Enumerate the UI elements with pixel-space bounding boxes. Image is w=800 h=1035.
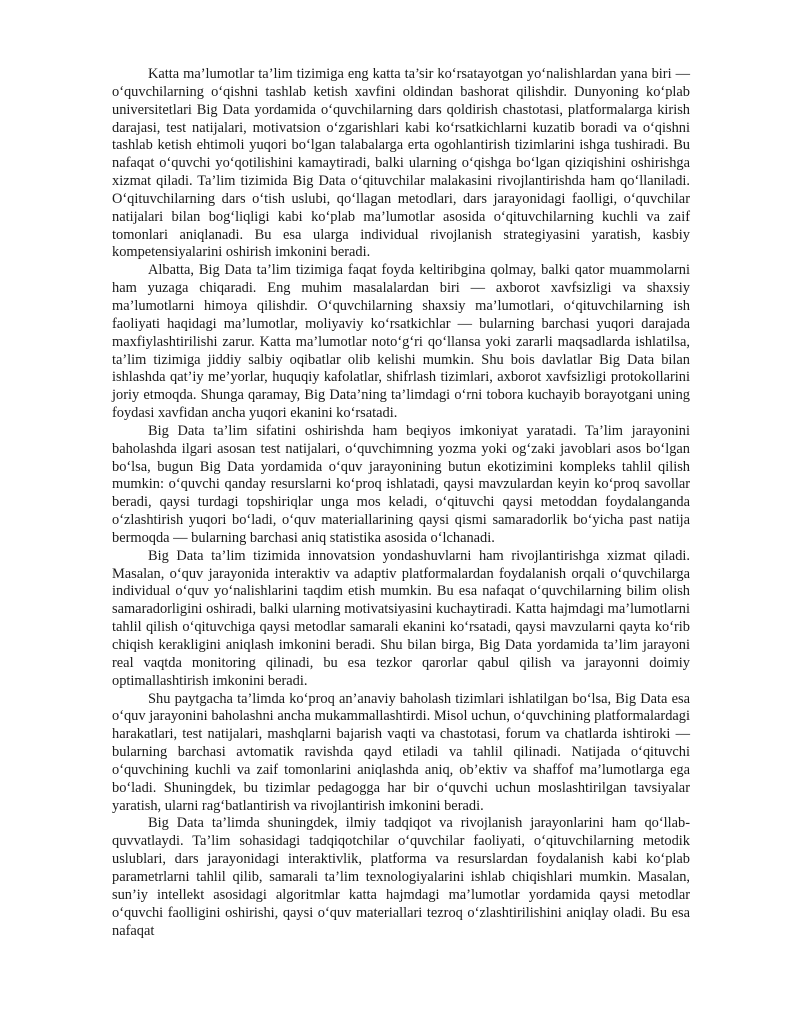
- document-page: [112, 66, 690, 940]
- paragraph-education-quality: Big Data ta’lim sifatini oshirishda ham beqiyos imkoniyat yaratadi. Ta’lim jarayonini baholashda ilgari asosan test natijalari, o‘quvchimning yozma yoki og‘zaki javoblari asos bo‘lgan bo‘lsa, bugun Big Data yordamida o‘quv jarayonining butun ekotizimini kompleks tahlil qilish mumkin: o‘quvchi qanday resurslarni ko‘proq ishlatadi, qaysi mavzulardan keyin ko‘proq savollar beradi, qaysi turdagi topshiriqlar unga mos keladi, o‘qituvchi qaysi metoddan foydalanganda o‘zlashtirish yuqori bo‘ladi, o‘quv materiallarining qaysi qismi samaradorlik bo‘yicha past natija bermoqda — bularning barchasi aniq statistika asosida o‘lchanadi.: [112, 422, 690, 546]
- paragraph-assessment: Shu paytgacha ta’limda ko‘proq an’anaviy baholash tizimlari ishlatilgan bo‘lsa, Big Data esa o‘quv jarayonini baholashni ancha mukammallashtirdi. Misol uchun, o‘quvchining platformalardagi harakatlari, test natijalari, mashqlarni bajarish vaqti va chastotasi, forum va chatlarda ishtiroki — bularning barchasi avtomatik ravishda qayd etiladi va tahlil qilinadi. Natijada o‘qituvchi o‘quvchining kuchli va zaif tomonlarini aniqlashda aniq, ob’ektiv va shaffof ma’lumotlarga ega bo‘ladi. Shuningdek, bu tizimlar pedagogga har bir o‘quvchi uchun moslashtirilgan tavsiyalar yaratish, ularni rag‘batlantirish va rivojlantirish imkonini beradi.: [112, 690, 690, 814]
- paragraph-innovative-approaches: Big Data ta’lim tizimida innovatsion yondashuvlarni ham rivojlantirishga xizmat qiladi. Masalan, o‘quv jarayonida interaktiv va adaptiv platformalardan foydalanish orqali o‘quvchilarga individual o‘quv yo‘nalishlarini taqdim etish mumkin. Bu esa nafaqat o‘quvchilarning bilim olish samaradorligini oshiradi, balki ularning motivatsiyasini kuchaytiradi. Katta hajmdagi ma’lumotlarni tahlil qilish o‘qituvchiga qaysi metodlar samarali ekanini ko‘rsatadi, qaysi mavzularni qayta ko‘rib chiqish kerakligini aniqlash imkonini beradi. Shu bilan birga, Big Data yordamida ta’lim jarayoni real vaqtda monitoring qilinadi, bu esa tezkor qarorlar qabul qilish va jarayonni doimiy optimallashtirish imkonini beradi.: [112, 547, 690, 689]
- paragraph-data-security: Albatta, Big Data ta’lim tizimiga faqat foyda keltiribgina qolmay, balki qator muammolarni ham yuzaga chiqaradi. Eng muhim masalalardan biri — axborot xavfsizligi va shaxsiy ma’lumotlarni himoya qilishdir. O‘quvchilarning shaxsiy ma’lumotlari, o‘qituvchilarning ish faoliyati haqidagi ma’lumotlar, moliyaviy ko‘rsatkichlar — bularning barchasi yuqori darajada maxfiylashtirilishi zarur. Katta ma’lumotlar noto‘g‘ri qo‘llansa yoki zararli maqsadlarda ishlatilsa, ta’lim tizimiga jiddiy salbiy oqibatlar olib kelishi mumkin. Shu bois davlatlar Big Data bilan ishlashda qat’iy me’yorlar, huquqiy kafolatlar, shifrlash tizimlari, axborot xavfsizligi protokollarini joriy etmoqda. Shunga qaramay, Big Data’ning ta’limdagi o‘rni tobora kuchayib borayotgani uning foydasi xavfidan ancha yuqori ekanini ko‘rsatadi.: [112, 262, 690, 422]
- paragraph-dropout-prediction: Katta ma’lumotlar ta’lim tizimiga eng katta ta’sir ko‘rsatayotgan yo‘nalishlardan yana biri — o‘quvchilarning o‘qishni tashlab ketish xavfini oldindan bashorat qilishdir. Dunyoning ko‘plab universitetlari Big Data yordamida o‘quvchilarning dars qoldirish chastotasi, platformalarga kirish darajasi, test natijalari, motivatsion o‘zgarishlari kabi ko‘rsatkichlarni kuzatib boradi va o‘qishni tashlab ketish ehtimoli yuqori bo‘lgan talabalarga erta ogohlantirish tizimlarini ishga tushiradi. Bu nafaqat o‘quvchi yo‘qotilishini kamaytiradi, balki ularning o‘qishga bo‘lgan qiziqishini oshirishga xizmat qiladi. Ta’lim tizimida Big Data o‘qituvchilar malakasini rivojlantirishda ham qo‘llaniladi. O‘qituvchilarning dars o‘tish uslubi, qo‘llagan metodlari, dars jarayonidagi faolligi, o‘quvchilar natijalari bilan bog‘liqligi kabi ko‘plab ma’lumotlar asosida o‘qituvchilarning kuchli va zaif tomonlari aniqlanadi. Bu esa ularga individual rivojlanish strategiyasini yaratish, kasbiy kompetensiyalarini oshirish imkonini beradi.: [112, 66, 690, 261]
- paragraph-research: Big Data ta’limda shuningdek, ilmiy tadqiqot va rivojlanish jarayonlarini ham qo‘llab-quvvatlaydi. Ta’lim sohasidagi tadqiqotchilar o‘quvchilar faoliyati, o‘qituvchilarning metodik uslublari, dars jarayonidagi interaktivlik, platforma va resurslardan foydalanish kabi ko‘plab parametrlarni tahlil qilib, samarali ta’lim texnologiyalarini ishlab chiqishlari mumkin. Masalan, sun’iy intellekt asosidagi algoritmlar katta hajmdagi ma’lumotlar yordamida qaysi metodlar o‘quvchi faolligini oshirishi, qaysi o‘quv materiallari tezroq o‘zlashtirilishini aniqlay oladi. Bu esa nafaqat: [112, 815, 690, 939]
